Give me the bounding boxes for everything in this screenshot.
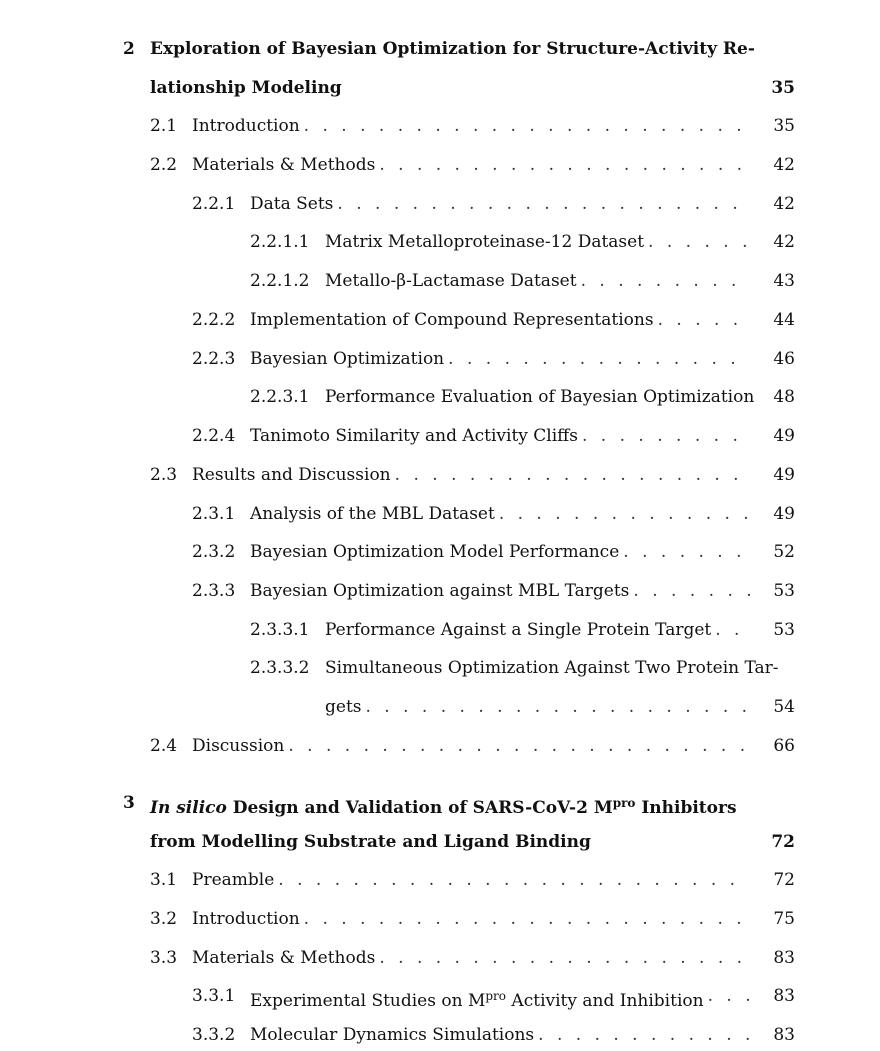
dot-leader xyxy=(304,906,750,932)
section-number: 2.4 xyxy=(150,736,178,756)
dot-leader xyxy=(648,229,750,255)
section-number: 2.2.4 xyxy=(192,426,236,446)
page-number: 49 xyxy=(773,465,795,485)
dot-leader xyxy=(582,423,750,449)
section-number: 2.2.3.1 xyxy=(250,387,310,407)
dot-leader xyxy=(278,867,750,893)
section-title-part-a: Experimental Studies on M xyxy=(250,991,486,1011)
toc-entry[interactable] xyxy=(0,945,880,971)
toc-entry[interactable] xyxy=(0,1022,880,1048)
page-number: 83 xyxy=(773,986,795,1006)
section-title-line-1: Simultaneous Optimization Against Two Protein Tar- xyxy=(325,658,779,678)
page-number: 53 xyxy=(773,581,795,601)
section-number: 2.2.1 xyxy=(192,194,236,214)
dot-leader xyxy=(581,268,750,294)
chapter-title-line-2: from Modelling Substrate and Ligand Binding xyxy=(150,832,591,852)
page-number: 35 xyxy=(771,78,795,98)
chapter-title-part-a: Design and Validation of SARS-CoV-2 M xyxy=(226,798,613,818)
section-number: 2.1 xyxy=(150,116,178,136)
toc-entry[interactable] xyxy=(0,113,880,139)
section-title-superscript: pro xyxy=(485,989,507,1003)
section-number: 3.2 xyxy=(150,909,178,929)
toc-entry[interactable] xyxy=(0,268,880,294)
page-number: 46 xyxy=(773,349,795,369)
toc-chapter-2-cont[interactable] xyxy=(0,75,880,101)
dot-leader xyxy=(538,1022,750,1048)
section-title: Results and Discussion xyxy=(192,465,391,485)
section-number: 2.3.3.2 xyxy=(250,658,310,678)
chapter-title-line-1: Exploration of Bayesian Optimization for Structure-Activity Re- xyxy=(150,39,755,59)
section-title: Molecular Dynamics Simulations xyxy=(250,1025,535,1045)
section-number: 2.2.1.2 xyxy=(250,271,310,291)
section-title: Matrix Metalloproteinase-12 Dataset xyxy=(325,232,645,252)
chapter-title-line-2: lationship Modeling xyxy=(150,78,342,98)
toc-entry[interactable] xyxy=(0,307,880,333)
section-title: Introduction xyxy=(192,116,300,136)
page-number: 52 xyxy=(773,542,795,562)
chapter-number: 2 xyxy=(123,39,135,59)
chapter-title-italic: In silico xyxy=(150,798,227,818)
toc-entry[interactable] xyxy=(0,152,880,178)
dot-leader xyxy=(366,694,751,720)
section-title: Discussion xyxy=(192,736,285,756)
page-number: 72 xyxy=(771,832,795,852)
section-title: Preamble xyxy=(192,870,275,890)
page-number: 83 xyxy=(773,948,795,968)
page-number: 53 xyxy=(773,620,795,640)
toc-entry[interactable] xyxy=(0,578,880,604)
toc-chapter-3-cont[interactable] xyxy=(0,829,880,855)
section-title: Metallo-β-Lactamase Dataset xyxy=(325,271,577,291)
section-number: 2.2.3 xyxy=(192,349,236,369)
section-number: 2.2.2 xyxy=(192,310,236,330)
page-number: 44 xyxy=(773,310,795,330)
section-title xyxy=(250,983,708,1014)
page-number: 42 xyxy=(773,194,795,214)
toc-entry-cont[interactable] xyxy=(0,694,880,720)
dot-leader xyxy=(337,191,750,217)
toc-entry[interactable] xyxy=(0,346,880,372)
section-title: Analysis of the MBL Dataset xyxy=(250,504,495,524)
dot-leader xyxy=(623,539,750,565)
dot-leader xyxy=(395,462,750,488)
chapter-title-superscript: pro xyxy=(612,796,636,810)
section-number: 3.3.1 xyxy=(192,986,236,1006)
page-number: 48 xyxy=(773,387,795,407)
section-number: 2.3.2 xyxy=(192,542,236,562)
dot-leader xyxy=(658,307,750,333)
page-number: 42 xyxy=(773,232,795,252)
toc-entry[interactable] xyxy=(0,191,880,217)
section-number: 3.3 xyxy=(150,948,178,968)
chapter-title-line-1 xyxy=(150,790,737,821)
toc-entry[interactable] xyxy=(0,655,880,681)
dot-leader xyxy=(288,733,750,759)
section-title: Bayesian Optimization against MBL Targets xyxy=(250,581,630,601)
section-title-part-b: Activity and Inhibition xyxy=(506,991,704,1011)
page-number: 72 xyxy=(773,870,795,890)
section-number: 2.3.1 xyxy=(192,504,236,524)
dot-leader xyxy=(379,152,750,178)
section-number: 2.3.3.1 xyxy=(250,620,310,640)
toc-entry[interactable] xyxy=(0,867,880,893)
page-number: 75 xyxy=(773,909,795,929)
section-title: Tanimoto Similarity and Activity Cliffs xyxy=(250,426,578,446)
dot-leader xyxy=(448,346,750,372)
section-number: 3.1 xyxy=(150,870,178,890)
dot-leader xyxy=(304,113,750,139)
toc-entry[interactable] xyxy=(0,617,880,643)
section-number: 2.2.1.1 xyxy=(250,232,310,252)
toc-chapter-3[interactable] xyxy=(0,790,880,816)
section-title: Introduction xyxy=(192,909,300,929)
page-number: 43 xyxy=(773,271,795,291)
section-title-line-2: gets xyxy=(325,697,362,717)
section-number: 2.2 xyxy=(150,155,178,175)
toc-entry[interactable] xyxy=(0,983,880,1009)
page-number: 35 xyxy=(773,116,795,136)
section-title: Materials & Methods xyxy=(192,155,376,175)
dot-leader xyxy=(633,578,750,604)
section-title: Materials & Methods xyxy=(192,948,376,968)
page-number: 54 xyxy=(773,697,795,717)
section-number: 3.3.2 xyxy=(192,1025,236,1045)
page-number: 49 xyxy=(773,426,795,446)
page-number: 49 xyxy=(773,504,795,524)
page-number: 83 xyxy=(773,1025,795,1045)
dot-leader xyxy=(379,945,750,971)
toc-entry[interactable] xyxy=(0,906,880,932)
section-number: 2.3 xyxy=(150,465,178,485)
section-title: Bayesian Optimization xyxy=(250,349,445,369)
dot-leader xyxy=(708,983,750,1014)
toc-entry[interactable] xyxy=(0,733,880,759)
toc-entry[interactable] xyxy=(0,384,880,410)
section-number: 2.3.3 xyxy=(192,581,236,601)
dot-leader xyxy=(499,501,750,527)
page-number: 66 xyxy=(773,736,795,756)
toc-entry[interactable] xyxy=(0,539,880,565)
toc-entry[interactable] xyxy=(0,423,880,449)
toc-entry[interactable] xyxy=(0,229,880,255)
section-title: Performance Against a Single Protein Target xyxy=(325,620,712,640)
section-title: Implementation of Compound Representations xyxy=(250,310,654,330)
chapter-title-part-b: Inhibitors xyxy=(635,798,737,818)
dot-leader xyxy=(715,617,750,643)
section-title: Data Sets xyxy=(250,194,334,214)
section-title: Bayesian Optimization Model Performance xyxy=(250,542,620,562)
toc-entry[interactable] xyxy=(0,501,880,527)
toc-chapter-2[interactable] xyxy=(0,36,880,62)
page-number: 42 xyxy=(773,155,795,175)
section-title: Performance Evaluation of Bayesian Optimization xyxy=(325,387,755,407)
toc-entry[interactable] xyxy=(0,462,880,488)
chapter-number: 3 xyxy=(123,793,135,813)
